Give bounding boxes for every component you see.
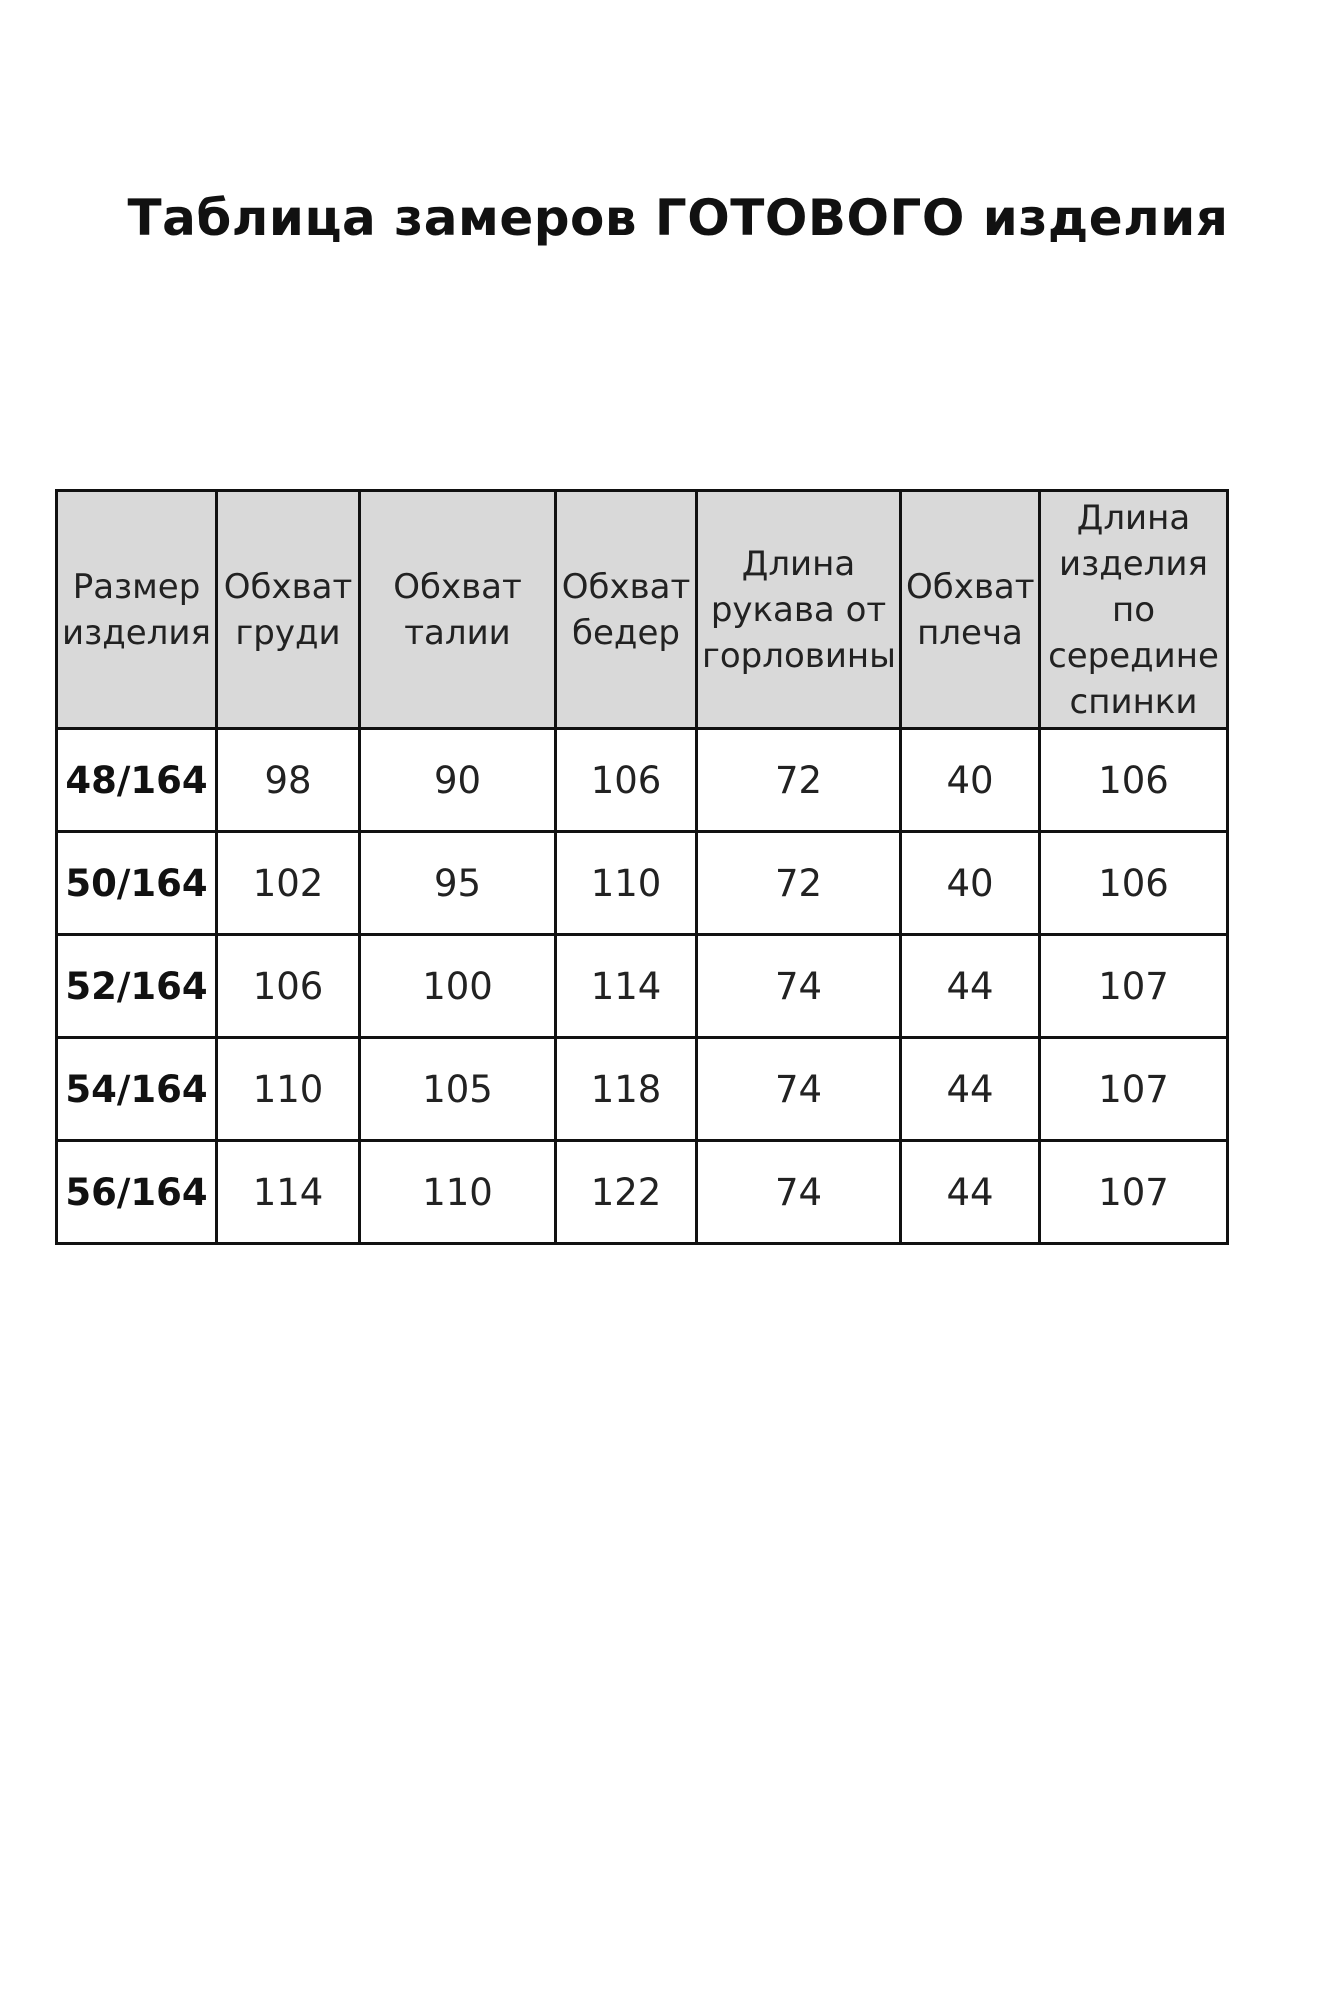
back-length-cell: 106 xyxy=(1040,832,1228,935)
back-length-cell: 106 xyxy=(1040,729,1228,832)
header-chest-girth: Обхват груди xyxy=(217,491,360,729)
table-row xyxy=(57,832,1228,935)
back-length-cell: 107 xyxy=(1040,1141,1228,1244)
size-cell: 54/164 xyxy=(57,1038,217,1141)
waist-cell: 100 xyxy=(360,935,556,1038)
shoulder-cell: 40 xyxy=(901,832,1040,935)
table-header-row xyxy=(57,491,1228,729)
header-sleeve-length: Длина рукава от горловины xyxy=(697,491,901,729)
table-row xyxy=(57,729,1228,832)
sleeve-cell: 72 xyxy=(697,729,901,832)
hip-cell: 114 xyxy=(556,935,697,1038)
chest-cell: 102 xyxy=(217,832,360,935)
chest-cell: 110 xyxy=(217,1038,360,1141)
back-length-cell: 107 xyxy=(1040,935,1228,1038)
header-hip-girth: Обхват бедер xyxy=(556,491,697,729)
shoulder-cell: 44 xyxy=(901,1038,1040,1141)
shoulder-cell: 40 xyxy=(901,729,1040,832)
table-row xyxy=(57,935,1228,1038)
shoulder-cell: 44 xyxy=(901,935,1040,1038)
waist-cell: 95 xyxy=(360,832,556,935)
hip-cell: 118 xyxy=(556,1038,697,1141)
header-shoulder-girth: Обхват плеча xyxy=(901,491,1040,729)
sleeve-cell: 74 xyxy=(697,1141,901,1244)
table-row xyxy=(57,1141,1228,1244)
sleeve-cell: 72 xyxy=(697,832,901,935)
size-cell: 56/164 xyxy=(57,1141,217,1244)
hip-cell: 106 xyxy=(556,729,697,832)
waist-cell: 90 xyxy=(360,729,556,832)
waist-cell: 105 xyxy=(360,1038,556,1141)
sleeve-cell: 74 xyxy=(697,935,901,1038)
chest-cell: 98 xyxy=(217,729,360,832)
size-cell: 50/164 xyxy=(57,832,217,935)
sleeve-cell: 74 xyxy=(697,1038,901,1141)
shoulder-cell: 44 xyxy=(901,1141,1040,1244)
waist-cell: 110 xyxy=(360,1141,556,1244)
table-header xyxy=(57,491,1228,729)
hip-cell: 110 xyxy=(556,832,697,935)
hip-cell: 122 xyxy=(556,1141,697,1244)
size-cell: 52/164 xyxy=(57,935,217,1038)
header-back-length: Длина изделия по середине спинки xyxy=(1040,491,1228,729)
chest-cell: 106 xyxy=(217,935,360,1038)
back-length-cell: 107 xyxy=(1040,1038,1228,1141)
size-chart-table xyxy=(55,489,1229,1245)
page-title: Таблица замеров ГОТОВОГО изделия xyxy=(127,189,1229,247)
header-waist-girth: Обхват талии xyxy=(360,491,556,729)
table-body xyxy=(57,729,1228,1244)
table-row xyxy=(57,1038,1228,1141)
size-cell: 48/164 xyxy=(57,729,217,832)
header-size: Размер изделия xyxy=(57,491,217,729)
chest-cell: 114 xyxy=(217,1141,360,1244)
